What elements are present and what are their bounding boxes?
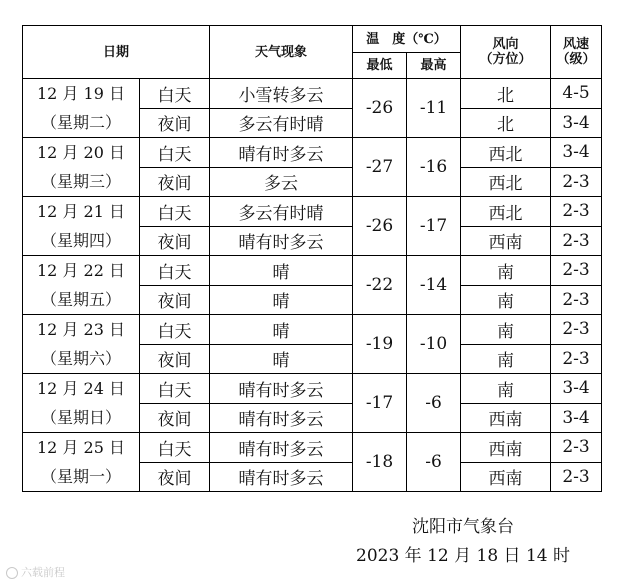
header-wind-speed-label: 风速 [563,37,590,52]
weekday-label: （星期一） [40,467,121,486]
period-label: 白天 [140,79,210,109]
date-label: 12 月 20 日 [37,143,125,162]
wind-speed-cell: 3-4 [551,108,602,138]
temp-max-cell: -17 [407,197,461,256]
period-label: 夜间 [140,167,210,197]
date-label: 12 月 21 日 [37,202,125,221]
table-row [23,138,602,168]
wind-direction-cell: 西南 [461,462,551,492]
wind-direction-cell: 西北 [461,138,551,168]
watermark-text: 六载前程 [21,566,65,579]
wind-direction-cell: 西北 [461,167,551,197]
wind-speed-cell: 2-3 [551,197,602,227]
wind-speed-cell: 3-4 [551,138,602,168]
wind-direction-cell: 西南 [461,433,551,463]
temp-max-cell: -11 [407,79,461,138]
weather-cell: 晴 [210,344,353,374]
period-label: 夜间 [140,403,210,433]
wind-direction-cell: 西南 [461,403,551,433]
weather-cell: 多云有时晴 [210,197,353,227]
weekday-label: （星期六） [40,349,121,368]
weather-cell: 晴有时多云 [210,374,353,404]
wind-speed-cell: 4-5 [551,79,602,109]
forecast-table [22,25,602,492]
weather-cell: 晴 [210,256,353,286]
date-cell [23,433,140,492]
wind-speed-cell: 2-3 [551,285,602,315]
header-wind-speed-sub: （级） [556,52,596,67]
wind-direction-cell: 南 [461,315,551,345]
table-row [23,197,602,227]
table-row [23,79,602,109]
period-label: 夜间 [140,344,210,374]
wind-speed-cell: 3-4 [551,374,602,404]
temp-min-cell: -27 [353,138,407,197]
table-row [23,433,602,463]
wind-direction-cell: 北 [461,79,551,109]
header-temperature: 温 度（℃） [353,26,461,53]
wind-direction-cell: 南 [461,256,551,286]
header-wind-direction-label: 风向 [492,37,519,52]
date-cell [23,374,140,433]
date-label: 12 月 19 日 [37,84,125,103]
date-cell [23,197,140,256]
period-label: 夜间 [140,285,210,315]
wind-direction-cell: 西南 [461,226,551,256]
temp-min-cell: -19 [353,315,407,374]
table-row [23,374,602,404]
wind-direction-cell: 南 [461,285,551,315]
header-phenomenon: 天气现象 [210,26,353,79]
wind-direction-cell: 南 [461,374,551,404]
wind-speed-cell: 2-3 [551,315,602,345]
date-cell [23,315,140,374]
wind-speed-cell: 2-3 [551,226,602,256]
date-label: 12 月 24 日 [37,379,125,398]
period-label: 白天 [140,315,210,345]
wind-speed-cell: 2-3 [551,167,602,197]
issued-at: 2023 年 12 月 18 日 14 时 [356,546,570,566]
wind-speed-cell: 3-4 [551,403,602,433]
header-wind-direction [461,26,551,79]
temp-max-cell: -16 [407,138,461,197]
temp-max-cell: -6 [407,433,461,492]
temp-max-cell: -6 [407,374,461,433]
date-label: 12 月 23 日 [37,320,125,339]
issuer: 沈阳市气象台 [412,517,514,537]
period-label: 白天 [140,256,210,286]
weather-cell: 晴 [210,285,353,315]
weather-cell: 晴有时多云 [210,138,353,168]
weekday-label: （星期二） [40,113,121,132]
weather-cell: 晴 [210,315,353,345]
period-label: 夜间 [140,226,210,256]
wind-direction-cell: 南 [461,344,551,374]
wind-speed-cell: 2-3 [551,433,602,463]
date-cell [23,138,140,197]
wind-direction-cell: 西北 [461,197,551,227]
header-temp-min: 最低 [353,53,407,79]
date-label: 12 月 22 日 [37,261,125,280]
period-label: 白天 [140,138,210,168]
date-cell [23,79,140,138]
weekday-label: （星期五） [40,290,121,309]
date-label: 12 月 25 日 [37,438,125,457]
date-cell [23,256,140,315]
table-row [23,315,602,345]
weather-cell: 多云 [210,167,353,197]
period-label: 夜间 [140,462,210,492]
weekday-label: （星期四） [40,231,121,250]
weather-cell: 晴有时多云 [210,226,353,256]
weather-cell: 多云有时晴 [210,108,353,138]
period-label: 白天 [140,197,210,227]
period-label: 白天 [140,374,210,404]
weekday-label: （星期三） [40,172,121,191]
table-header [23,26,602,79]
wind-speed-cell: 2-3 [551,256,602,286]
header-date: 日期 [23,26,210,79]
weather-cell: 晴有时多云 [210,403,353,433]
header-wind-speed [551,26,602,79]
period-label: 白天 [140,433,210,463]
weather-cell: 小雪转多云 [210,79,353,109]
period-label: 夜间 [140,108,210,138]
weather-cell: 晴有时多云 [210,433,353,463]
watermark [6,564,65,580]
temp-min-cell: -22 [353,256,407,315]
temp-min-cell: -18 [353,433,407,492]
header-wind-direction-sub: （方位） [479,52,532,67]
camera-logo-icon [6,567,18,579]
wind-speed-cell: 2-3 [551,344,602,374]
wind-speed-cell: 2-3 [551,462,602,492]
table-row [23,256,602,286]
table-body [23,79,602,492]
wind-direction-cell: 北 [461,108,551,138]
temp-min-cell: -26 [353,197,407,256]
temp-max-cell: -14 [407,256,461,315]
temp-min-cell: -26 [353,79,407,138]
weekday-label: （星期日） [40,408,121,427]
temp-min-cell: -17 [353,374,407,433]
temp-max-cell: -10 [407,315,461,374]
weather-cell: 晴有时多云 [210,462,353,492]
header-temp-max: 最高 [407,53,461,79]
